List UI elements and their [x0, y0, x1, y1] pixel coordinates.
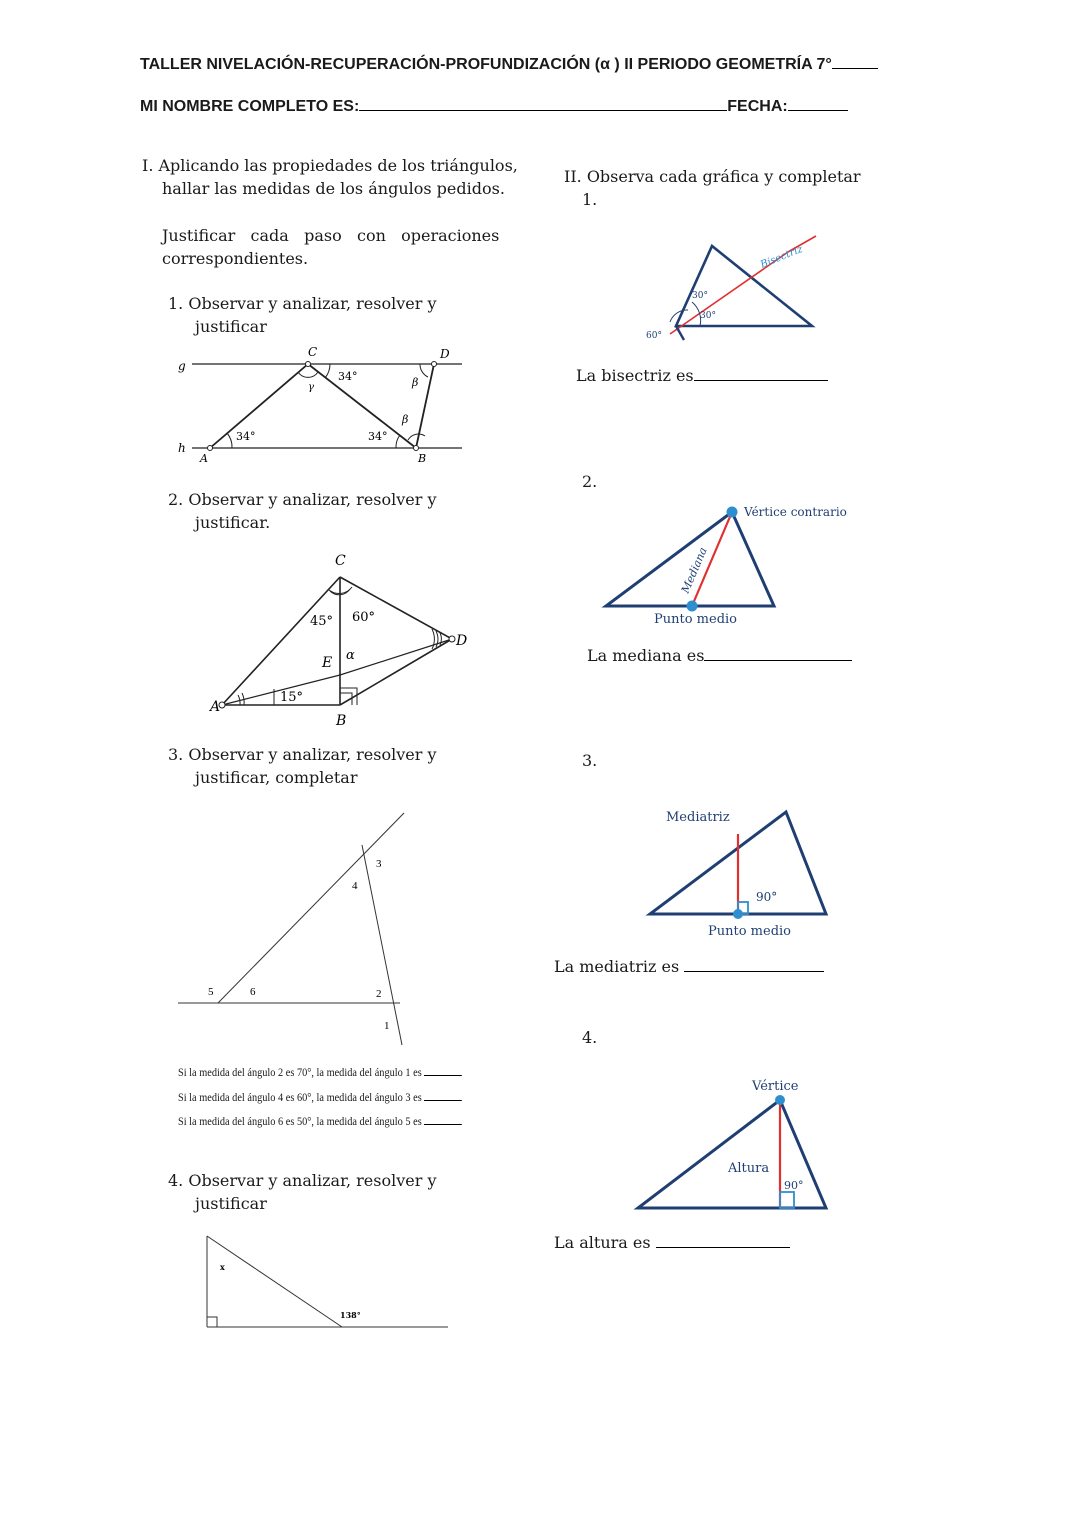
median-vertex-label: Vértice contrario	[744, 505, 847, 519]
fig2-label-D: D	[456, 633, 468, 649]
fig4-label-x: x	[220, 1262, 225, 1272]
label-C: C	[308, 345, 318, 359]
question-angle3: Si la medida del ángulo 4 es 60°, la medida del ángulo 3 es	[178, 1085, 462, 1110]
bisector-figure	[640, 230, 840, 345]
question-mediatrix: La mediatriz es	[554, 955, 824, 978]
exercise3-questions	[178, 1060, 462, 1134]
section2-num-3: 3.	[582, 751, 598, 770]
date-label: FECHA:	[727, 98, 788, 115]
name-date-row	[140, 98, 848, 116]
fig2-angle-45: 45°	[310, 614, 334, 629]
altitude-vertex-label: Vértice	[752, 1079, 799, 1094]
bisector-angle-30a: 30°	[692, 291, 708, 301]
answer-median[interactable]	[704, 660, 852, 661]
mediatrix-label: Mediatriz	[666, 810, 730, 825]
label-B: B	[418, 452, 427, 465]
figure1-parallel-lines	[170, 340, 470, 470]
fig2-label-A: A	[210, 699, 221, 715]
worksheet-title: TALLER NIVELACIÓN-RECUPERACIÓN-PROFUNDIZACIÓN (α ) II PERIODO GEOMETRÍA 7°	[140, 56, 878, 74]
label-h: h	[178, 441, 186, 455]
fig3-num-4: 4	[352, 880, 358, 892]
label-gamma: γ	[308, 382, 314, 393]
section1-title: I. Aplicando las propiedades de los triángulos, hallar las medidas de los ángulos pedidos.	[142, 156, 518, 198]
question-angle5: Si la medida del ángulo 6 es 50°, la medida del ángulo 5 es	[178, 1109, 462, 1134]
name-label: MI NOMBRE COMPLETO ES:	[140, 98, 360, 115]
label-beta-bottom: β	[402, 413, 409, 426]
section2-num-4: 4.	[582, 1028, 598, 1047]
median-label: Mediana	[678, 545, 710, 596]
fig2-label-B: B	[336, 713, 347, 729]
fig2-angle-15: 15°	[280, 690, 304, 705]
fig2-label-C: C	[335, 553, 346, 569]
median-midpoint-label: Punto medio	[654, 612, 738, 627]
fig3-num-6: 6	[250, 986, 256, 998]
bisector-angle-60: 60°	[646, 331, 662, 341]
angle-C-34: 34°	[338, 370, 358, 383]
answer-angle1[interactable]	[424, 1075, 462, 1076]
answer-mediatrix[interactable]	[684, 971, 824, 972]
fig3-num-1: 1	[384, 1020, 390, 1032]
figure4-right-triangle	[200, 1232, 460, 1342]
section2-num-2: 2.	[582, 472, 598, 491]
angle-A-34: 34°	[236, 430, 256, 443]
figure3-triangle-angles	[170, 805, 490, 1055]
figure2-quadrilateral	[190, 545, 490, 735]
exercise2-heading: 2. Observar y analizar, resolver y justificar.	[168, 490, 437, 532]
answer-bisector[interactable]	[694, 380, 828, 381]
fig3-num-2: 2	[376, 988, 382, 1000]
label-D: D	[440, 347, 450, 361]
label-A: A	[200, 452, 208, 465]
section1-justify: Justificar cada paso con operaciones correspondientes.	[162, 226, 500, 268]
altitude-figure	[628, 1072, 848, 1218]
altitude-label: Altura	[728, 1161, 770, 1176]
angle-B-34: 34°	[368, 430, 388, 443]
question-angle1: Si la medida del ángulo 2 es 70°, la medida del ángulo 1 es	[178, 1060, 462, 1085]
question-altitude: La altura es	[554, 1231, 790, 1254]
exercise4-heading: 4. Observar y analizar, resolver y justificar	[168, 1171, 437, 1213]
fig4-angle-138: 138°	[340, 1310, 361, 1320]
exercise1-heading: 1. Observar y analizar, resolver y justificar	[168, 294, 437, 336]
fig3-num-3: 3	[376, 858, 382, 870]
altitude-angle-90: 90°	[784, 1179, 804, 1192]
question-median: La mediana es	[587, 644, 852, 667]
perpendicular-bisector-figure	[636, 800, 846, 940]
section2-title: II. Observa cada gráfica y completar 1.	[564, 167, 861, 209]
answer-altitude[interactable]	[656, 1247, 790, 1248]
label-g: g	[178, 359, 186, 373]
fig3-num-5: 5	[208, 986, 214, 998]
bisector-angle-30b: 30°	[700, 311, 716, 321]
answer-angle3[interactable]	[424, 1100, 462, 1101]
answer-angle5[interactable]	[424, 1124, 462, 1125]
name-field[interactable]	[359, 110, 727, 111]
bisector-label: Bisectriz	[759, 243, 805, 271]
mediatrix-angle-90: 90°	[756, 890, 778, 904]
date-field[interactable]	[788, 110, 848, 111]
section2-num-1: 1.	[582, 190, 598, 209]
mediatrix-midpoint-label: Punto medio	[708, 924, 792, 939]
label-beta-top: β	[412, 376, 419, 389]
question-bisector: La bisectriz es	[576, 364, 828, 387]
fig2-angle-60: 60°	[352, 610, 376, 625]
fig2-label-E: E	[322, 655, 333, 671]
exercise3-heading: 3. Observar y analizar, resolver y justificar, completar	[168, 745, 437, 787]
median-figure	[596, 498, 876, 630]
fig2-label-alpha: α	[346, 648, 355, 663]
